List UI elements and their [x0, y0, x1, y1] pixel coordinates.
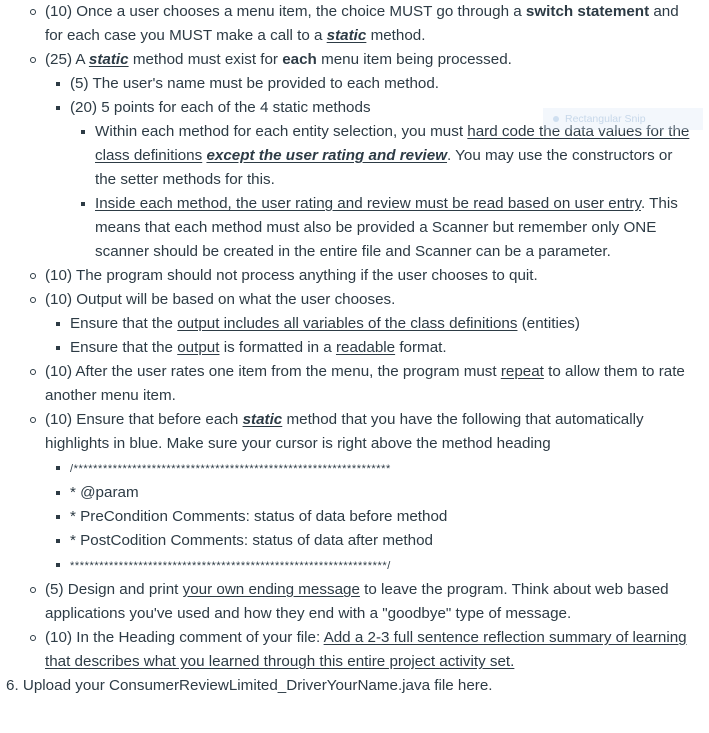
snip-icon	[553, 116, 559, 122]
req-static-methods: (25) A static method must exist for each menu item being processed. (5) The user's name must be provided to each method. (20) 5 points for each of the 4 static methods Within each method for each entity selection, you must hard code the data values for the class definitions except the user rating and review. You may use the constructors or the setter methods for this. Inside each method, the user rating and review must be read based on user entry. This means that each method must also be provided a Scanner but remember only ONE scanner should be created in the entire file and Scanner can be a parameter.	[0, 48, 709, 264]
req-method-comments: (10) Ensure that before each static method that you have the following that automatically highlights in blue. Make sure your cursor is right above the method heading /***************************************************************** * @param * PreCondition Comments: status of data before method * PostCodition Comments: status of data after method *****************************************************************/	[0, 408, 709, 578]
snip-label: Rectangular Snip	[565, 113, 646, 125]
req-hard-code-values: Within each method for each entity selection, you must hard code the data values for the class definitions except the user rating and review. You may use the constructors or the setter methods for this.	[0, 120, 709, 192]
req-output: (10) Output will be based on what the user chooses. Ensure that the output includes all variables of the class definitions (entities) Ensure that the output is formatted in a readable format.	[0, 288, 709, 360]
comment-precondition-line: * PreCondition Comments: status of data before method	[0, 505, 709, 529]
req-user-entry: Inside each method, the user rating and review must be read based on user entry. This means that each method must also be provided a Scanner but remember only ONE scanner should be created in the entire file and Scanner can be a parameter.	[0, 192, 709, 264]
req-ending-message: (5) Design and print your own ending message to leave the program. Think about web based applications you've used and how they end with a "goodbye" type of message.	[0, 578, 709, 626]
req-output-format: Ensure that the output is formatted in a readable format.	[0, 336, 709, 360]
comment-param-line: * @param	[0, 481, 709, 505]
req-quit: (10) The program should not process anything if the user chooses to quit.	[0, 264, 709, 288]
points-sublist	[0, 120, 709, 264]
comment-open-line: /*****************************************************************	[0, 456, 709, 481]
req-user-name: (5) The user's name must be provided to each method.	[0, 72, 709, 96]
req-heading-reflection: (10) In the Heading comment of your file: Add a 2-3 full sentence reflection summary of learning that describes what you learned through this entire project activity set.	[0, 626, 709, 674]
req-switch-statement: (10) Once a user chooses a menu item, the choice MUST go through a switch statement and for each case you MUST make a call to a static method.	[0, 0, 709, 48]
comment-postcondition-line: * PostCodition Comments: status of data after method	[0, 529, 709, 553]
upload-step: 6. Upload your ConsumerReviewLimited_DriverYourName.java file here.	[6, 677, 493, 694]
comment-template-list	[0, 456, 709, 578]
output-sublist	[0, 312, 709, 360]
req-repeat: (10) After the user rates one item from the menu, the program must repeat to allow them to rate another menu item.	[0, 360, 709, 408]
req-output-variables: Ensure that the output includes all variables of the class definitions (entities)	[0, 312, 709, 336]
rectangular-snip-overlay[interactable]	[543, 108, 703, 130]
req-points-per-method: (20) 5 points for each of the 4 static methods Within each method for each entity selection, you must hard code the data values for the class definitions except the user rating and review. You may use the constructors or the setter methods for this. Inside each method, the user rating and review must be read based on user entry. This means that each method must also be provided a Scanner but remember only ONE scanner should be created in the entire file and Scanner can be a parameter.	[0, 96, 709, 264]
comment-close-line: *****************************************************************/	[0, 553, 709, 578]
static-methods-sublist	[0, 72, 709, 264]
